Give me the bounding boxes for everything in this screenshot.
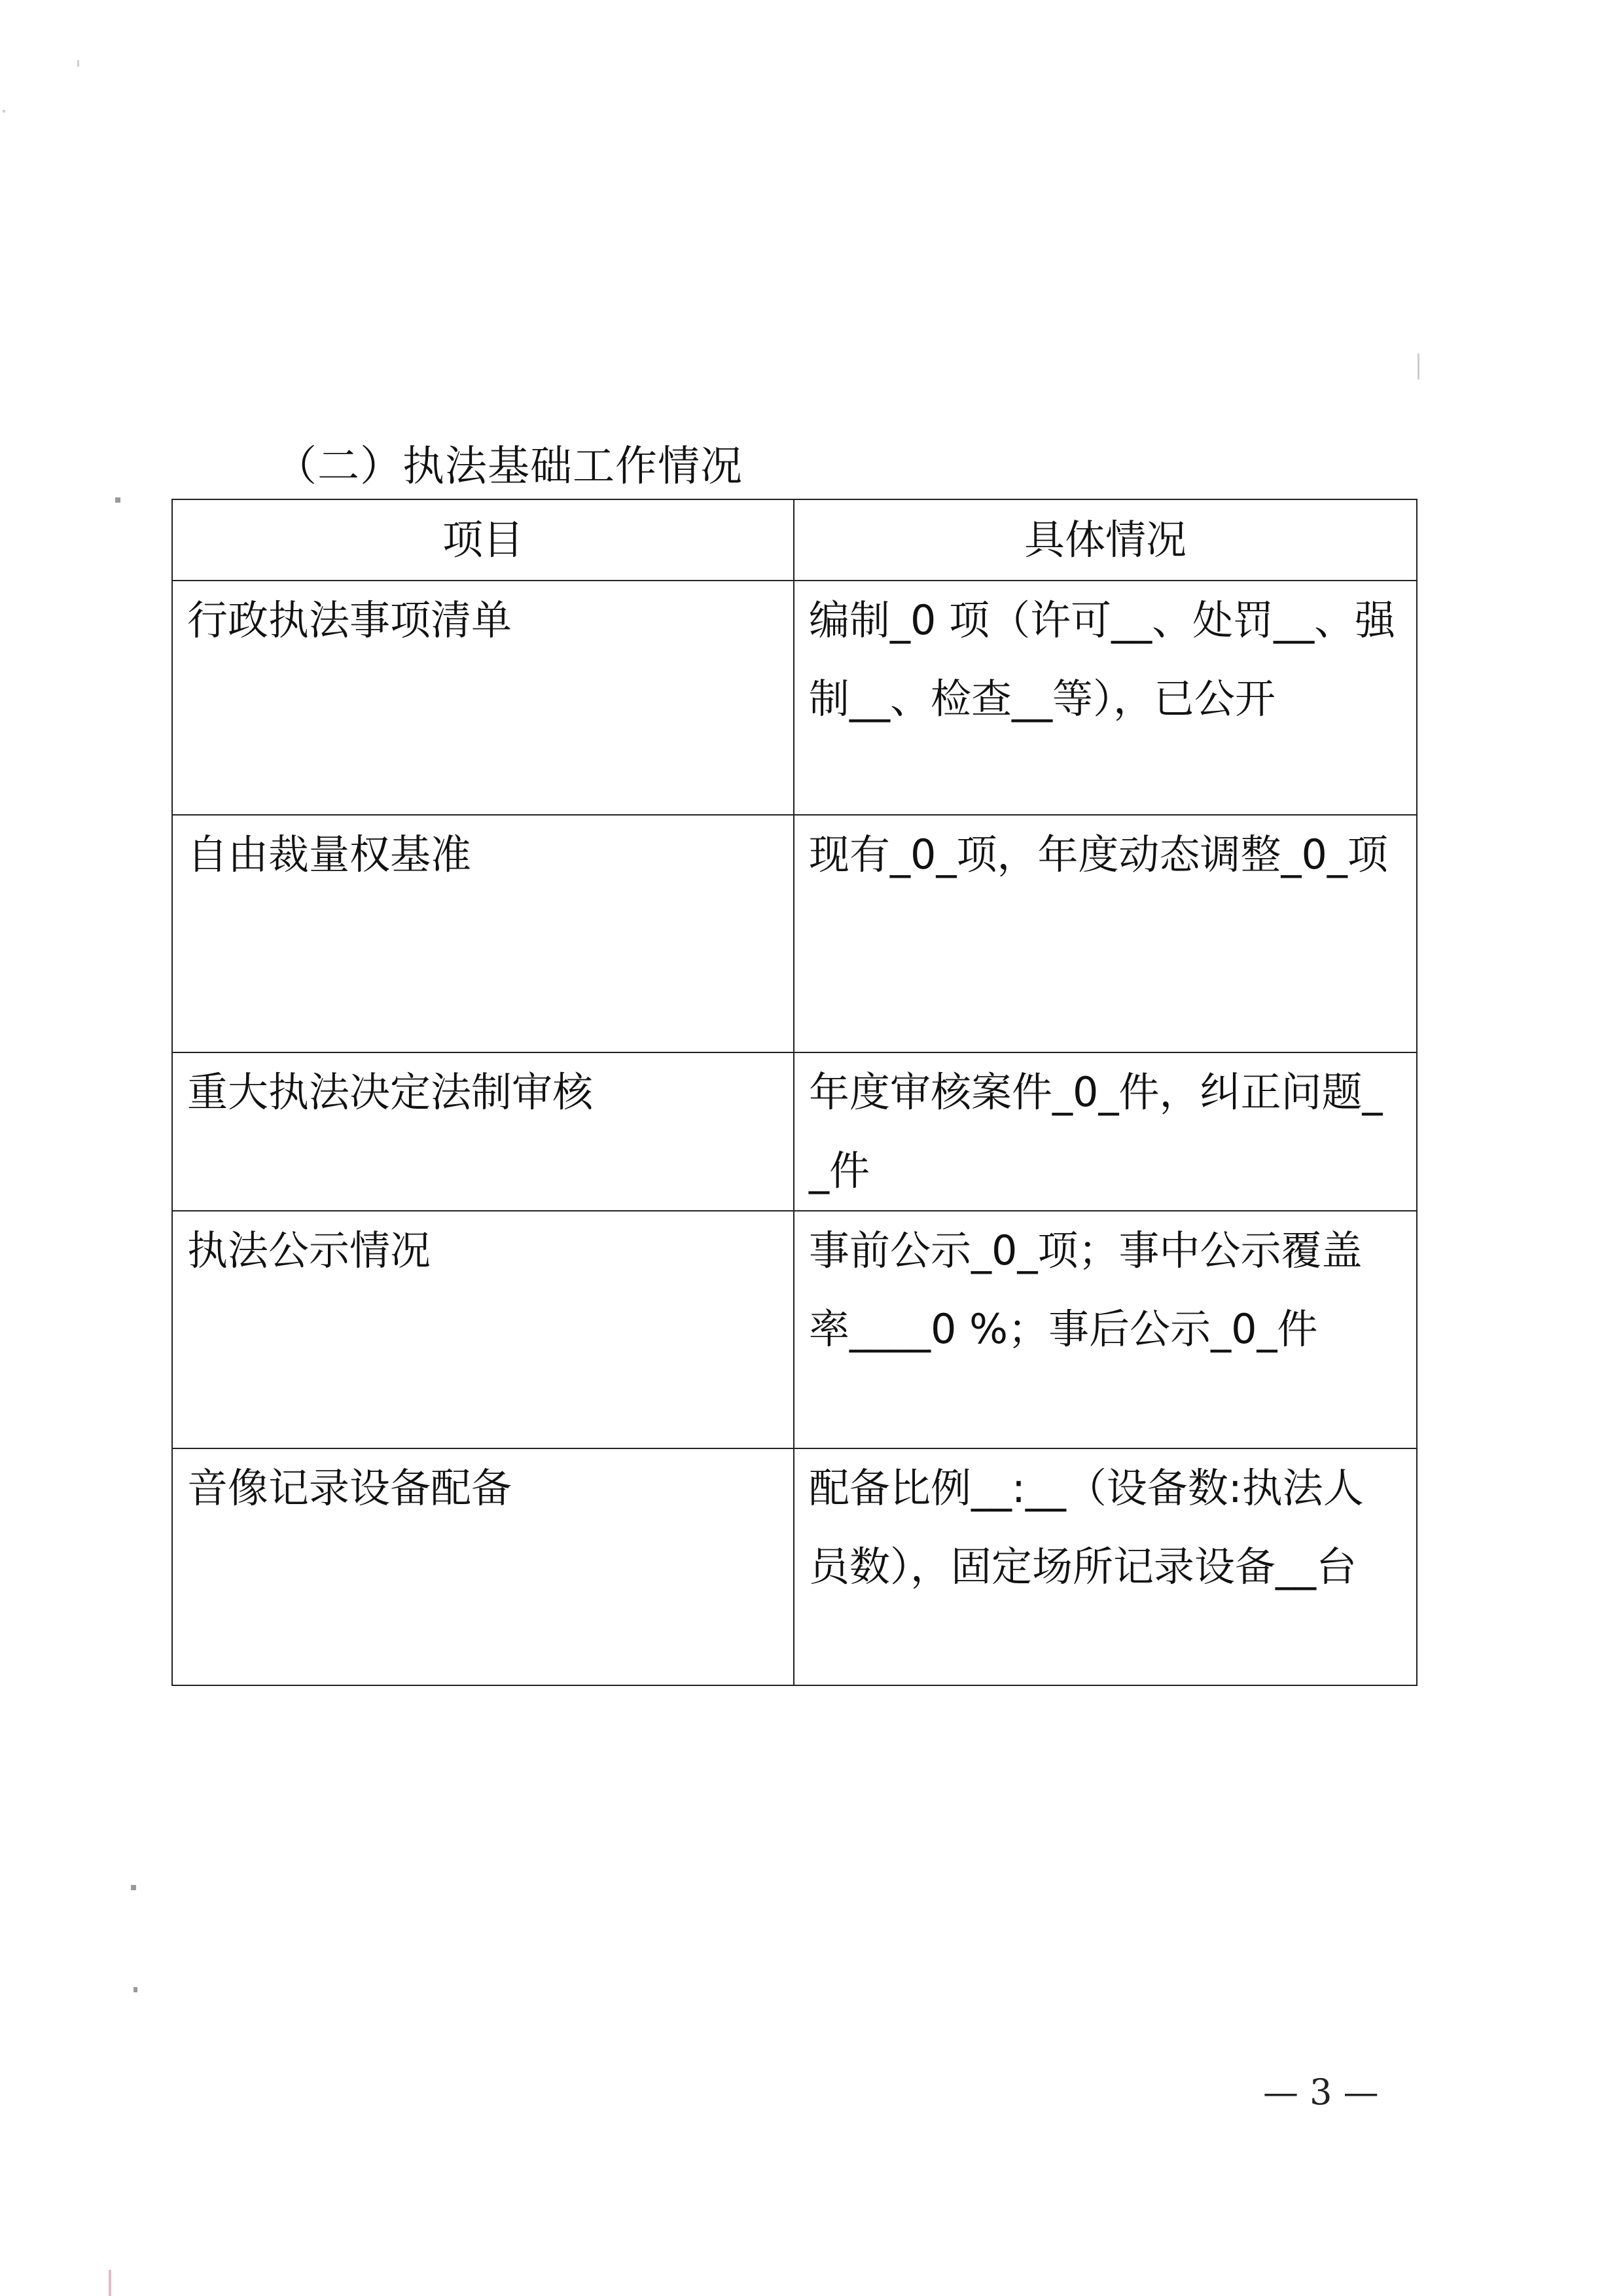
scan-speck [3,110,5,113]
table-header-row [172,499,1417,581]
detail-cell: 现有_0_项，年度动态调整_0_项 [794,815,1417,1052]
scan-speck [77,60,79,67]
table-row [172,1052,1417,1211]
section-heading: （二）执法基础工作情况 [275,442,743,491]
item-cell: 执法公示情况 [172,1211,794,1448]
item-cell: 重大执法决定法制审核 [172,1052,794,1211]
detail-cell: 事前公示_0_项；事中公示覆盖率____0 %；事后公示_0_件 [794,1211,1417,1448]
enforcement-basics-table [171,499,1418,1686]
table-row [172,581,1417,815]
scan-speck [1418,353,1419,380]
item-cell: 音像记录设备配备 [172,1448,794,1685]
detail-cell: 年度审核案件_0_件，纠正问题__件 [794,1052,1417,1211]
page-number: — 3 — [1263,2072,1379,2113]
column-header-item: 项目 [172,499,794,581]
column-header-detail: 具体情况 [794,499,1417,581]
table-row [172,1448,1417,1685]
item-cell: 行政执法事项清单 [172,581,794,815]
item-cell: 自由裁量权基准 [172,815,794,1052]
scan-speck [115,497,120,503]
detail-cell: 配备比例__:__（设备数:执法人员数），固定场所记录设备__台 [794,1448,1417,1685]
detail-cell: 编制_0 项（许可__、处罚__、强制__、检查__等），已公开 [794,581,1417,815]
table-row [172,1211,1417,1448]
scan-speck [134,1987,137,1992]
scan-edge [109,2270,111,2296]
table-row [172,815,1417,1052]
scan-speck [131,1885,136,1890]
